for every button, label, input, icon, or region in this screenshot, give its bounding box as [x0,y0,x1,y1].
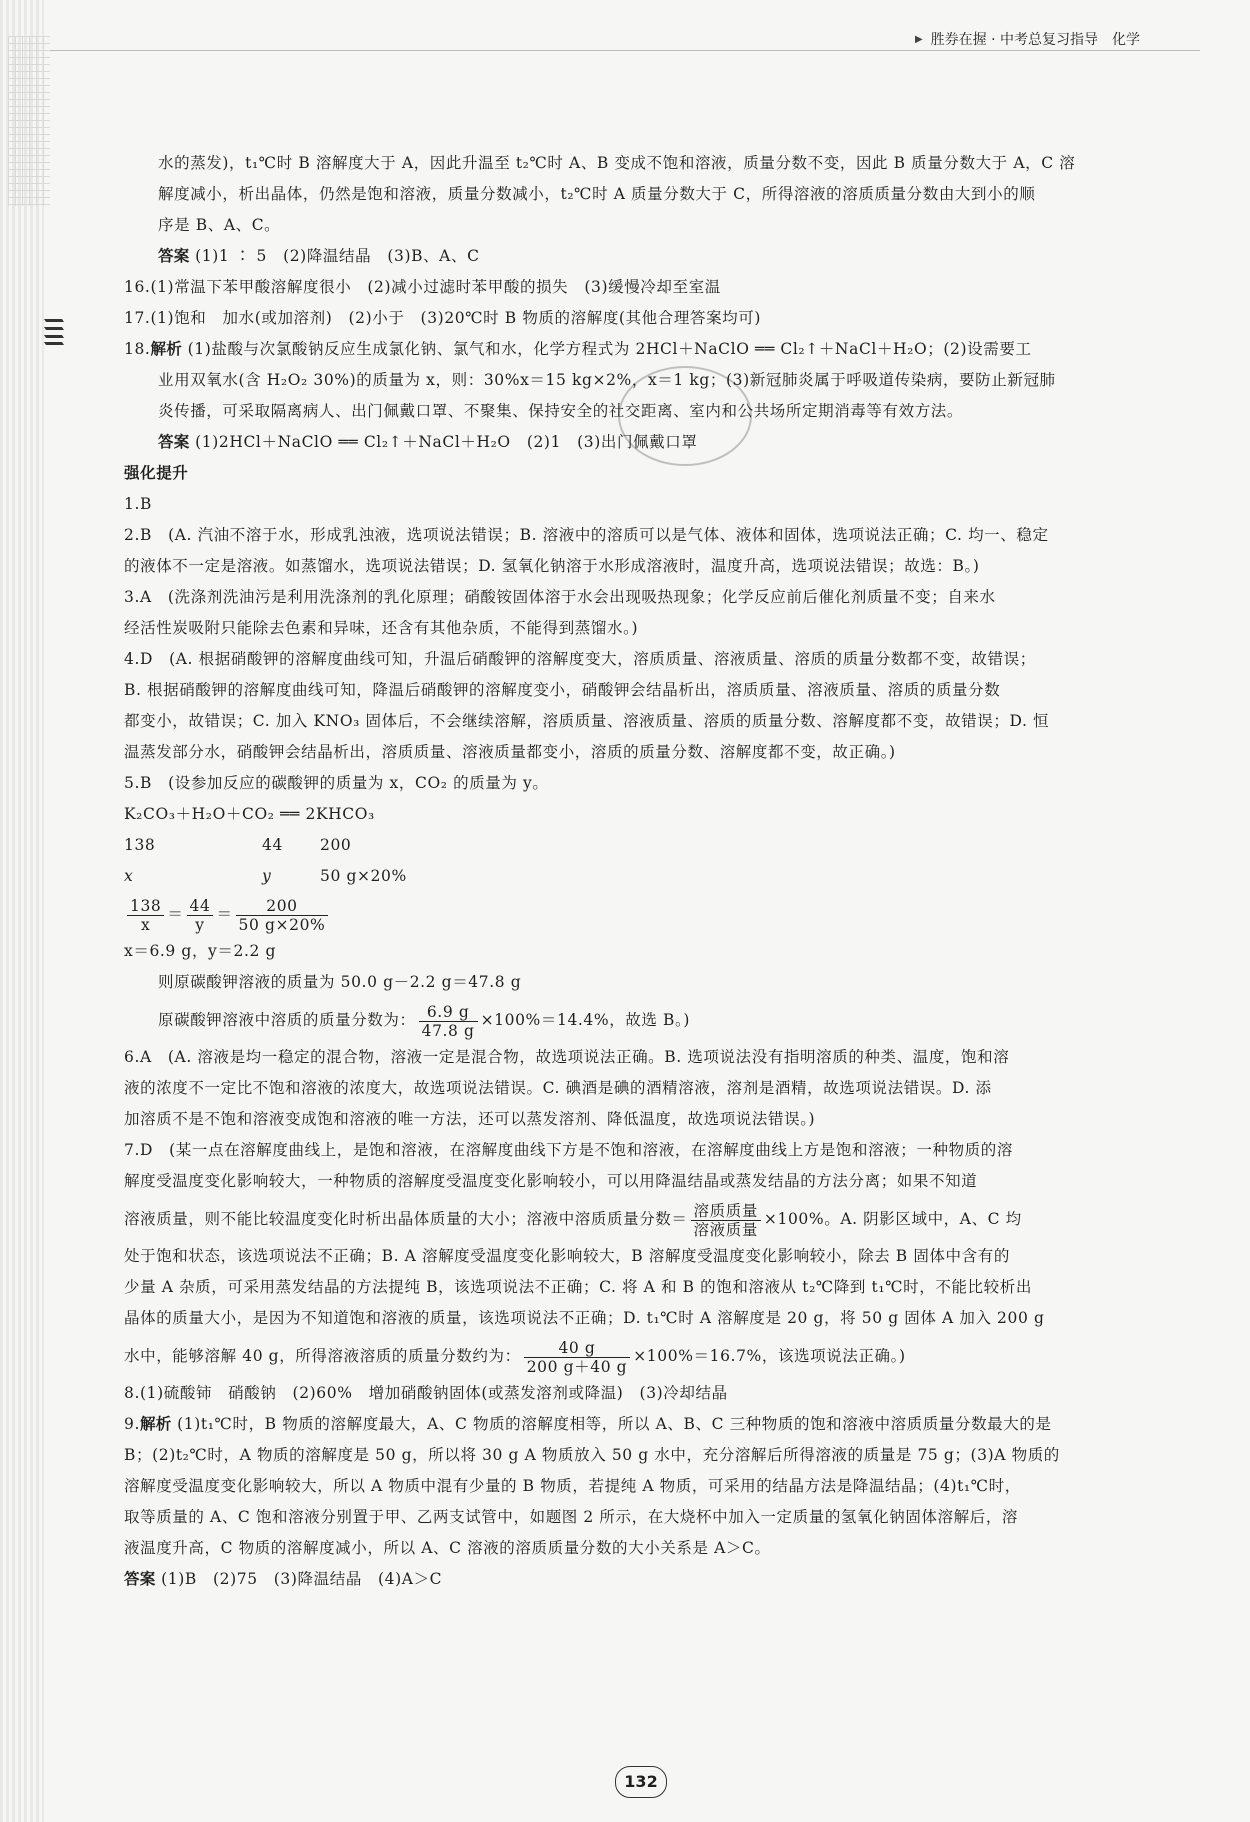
fraction-denominator: y [195,915,205,934]
fraction [691,1202,761,1239]
equals-sign: ＝ [167,905,184,923]
answer-content [124,148,1170,1595]
s3-line-1: 3.A (洗涤剂洗油污是利用洗涤剂的乳化原理；硝酸铵固体溶于水会出现吸热现象；化学反应前后催化剂质量不变；自来水 [124,588,996,606]
books-icon [42,313,66,349]
q18-line-3: 炎传播，可采取隔离病人、出门佩戴口罩、不聚集、保持安全的社交距离、室内和公共场所定期消毒等有效方法。 [158,402,964,420]
s7-l7-post: ×100%＝16.7%，该选项说法正确。) [633,1347,906,1365]
equals-sign: ＝ [216,905,233,923]
s6-line-3: 加溶质不是不饱和溶液变成饱和溶液的唯一方法，还可以蒸发溶剂、降低温度，故选项说法错误。) [124,1110,816,1128]
s4-line-2: B. 根据硝酸钾的溶解度曲线可知，降温后硝酸钾的溶解度变小，硝酸钾会结晶析出，溶质质量、溶液质量、溶质的质量分数 [124,681,1001,699]
analysis-label: 解析 [150,340,183,358]
answer-label: 答案 [158,433,190,451]
q18-line-2: 业用双氧水(含 H₂O₂ 30%)的质量为 x，则：30%x＝15 kg×2%，x＝1 kg；(3)新冠肺炎属于呼吸道传染病，要防止新冠肺 [158,371,1056,389]
header-arrow-icon: ▶ [914,33,923,45]
s5-row-molar [124,830,1170,861]
fraction [524,1339,631,1376]
fraction-numerator: 44 [187,897,214,916]
s7-line-1: 7.D (某一点在溶解度曲线上，是饱和溶液，在溶解度曲线下方是不饱和溶液，在溶解度曲线上方是饱和溶液；一种物质的溶 [124,1141,1013,1159]
fraction [236,897,329,934]
s7-line-3 [124,1197,1170,1241]
fraction-denominator: 50 g×20% [238,915,326,934]
s9-line-3: 溶解度受温度变化影响较大，所以 A 物质中混有少量的 B 物质，若提纯 A 物质，可采用的结晶方法是降温结晶；(4)t₁℃时， [124,1477,1021,1495]
s5-mass: 则原碳酸钾溶液的质量为 50.0 g－2.2 g＝47.8 g [158,973,522,991]
s8: 8.(1)硫酸铈 硝酸钠 (2)60% 增加硝酸钠固体(或蒸发溶剂或降温) (3)冷却结晶 [124,1384,728,1402]
s2-line-1: 2.B (A. 汽油不溶于水，形成乳浊液，选项说法错误；B. 溶液中的溶质可以是气体、液体和固体，选项说法正确；C. 均一、稳定 [124,526,1049,544]
s7-l7-pre: 水中，能够溶解 40 g，所得溶液溶质的质量分数约为： [124,1347,521,1365]
s9-line-4: 取等质量的 A、C 饱和溶液分别置于甲、乙两支试管中，如题图 2 所示，在大烧杯中加入一定质量的氢氧化钠固体溶解后，溶 [124,1508,1019,1526]
s7-l3-post: ×100%。A. 阴影区域中，A、C 均 [763,1210,1022,1228]
fraction [127,897,164,934]
q15-explanation-line-1: 水的蒸发)，t₁℃时 B 溶解度大于 A，因此升温至 t₂℃时 A、B 变成不饱和溶液，质量分数不变，因此 B 质量分数大于 A，C 溶 [158,154,1076,172]
s5-row1-c: 200 [320,836,352,854]
fraction-numerator: 138 [127,897,164,916]
page-header [50,28,1200,51]
q18-answer-text: (1)2HCl＋NaClO ══ Cl₂↑＋NaCl＋H₂O (2)1 (3)出门佩戴口罩 [195,433,698,451]
s4-line-4: 温蒸发部分水，硝酸钾会结晶析出，溶质质量、溶液质量都变小，溶质的质量分数、溶解度都不变，故正确。) [124,743,896,761]
s5-equation: K₂CO₃＋H₂O＋CO₂ ══ 2KHCO₃ [124,805,375,823]
s5-row1-b: 44 [262,836,283,854]
q17: 17.(1)饱和 加水(或加溶剂) (2)小于 (3)20℃时 B 物质的溶解度(其他合理答案均可) [124,309,762,327]
q18-answer [124,427,1170,458]
s5-row2-b: y [262,867,272,885]
q15-explanation-line-3: 序是 B、A、C。 [158,216,281,234]
s7-line-6: 晶体的质量大小，是因为不知道饱和溶液的质量，该选项说法不正确；D. t₁℃时 A 溶解度是 20 g，将 50 g 固体 A 加入 200 g [124,1309,1045,1327]
fraction-denominator: 47.8 g [421,1021,475,1040]
s9-answer-text: (1)B (2)75 (3)降温结晶 (4)A＞C [161,1570,443,1588]
s9-text-1: (1)t₁℃时，B 物质的溶解度最大，A、C 物质的溶解度相等，所以 A、B、C 三种物质的饱和溶液中溶质质量分数最大的是 [177,1415,1052,1433]
fraction-numerator: 6.9 g [419,1003,478,1022]
fraction [187,897,214,934]
fraction-denominator: 200 g＋40 g [526,1357,628,1376]
s9-answer [124,1564,1170,1595]
page-number: 132 [615,1766,667,1798]
q15-explanation-line-2: 解度减小，析出晶体，仍然是饱和溶液，质量分数减小，t₂℃时 A 质量分数大于 C，所得溶液的溶质质量分数由大到小的顺 [158,185,1036,203]
s5-row2-a: x [124,867,134,885]
s3-line-2: 经活性炭吸附只能除去色素和异味，还含有其他杂质，不能得到蒸馏水。) [124,619,639,637]
s6-line-2: 液的浓度不一定比不饱和溶液的浓度大，故选项说法错误。C. 碘酒是碘的酒精溶液，溶剂是酒精，故选项说法错误。D. 添 [124,1079,992,1097]
s9-line-2: B；(2)t₂℃时，A 物质的溶解度是 50 g，所以将 30 g A 物质放入 50 g 水中，充分溶解后所得溶液的质量是 75 g；(3)A 物质的 [124,1446,1060,1464]
q15-answer-text: (1)1 ∶ 5 (2)降温结晶 (3)B、A、C [195,247,480,265]
s5-row2-c: 50 g×20% [320,867,407,885]
s1: 1.B [124,495,152,513]
answer-label: 答案 [158,247,190,265]
s5-pct-post: ×100%＝14.4%，故选 B。) [480,1011,691,1029]
q18-number: 18. [124,340,151,358]
fraction [419,1003,478,1040]
s5-row1-a: 138 [124,836,156,854]
s7-l3-pre: 溶液质量，则不能比较温度变化时析出晶体质量的大小；溶液中溶质质量分数＝ [124,1210,688,1228]
s5-result: x＝6.9 g，y＝2.2 g [124,942,276,960]
s7-line-5: 少量 A 杂质，可采用蒸发结晶的方法提纯 B，该选项说法不正确；C. 将 A 和 B 的饱和溶液从 t₂℃降到 t₁℃时，不能比较析出 [124,1278,1032,1296]
s5-proportion [124,892,1170,936]
s4-line-3: 都变小，故错误；C. 加入 KNO₃ 固体后，不会继续溶解，溶质质量、溶液质量、溶质的质量分数、溶解度都不变，故错误；D. 恒 [124,712,1050,730]
s9-line-5: 液温度升高，C 物质的溶解度减小，所以 A、C 溶液的溶质质量分数的大小关系是 A＞C。 [124,1539,771,1557]
q16: 16.(1)常温下苯甲酸溶解度很小 (2)减小过滤时苯甲酸的损失 (3)缓慢冷却至室温 [124,278,721,296]
header-title: 胜券在握 · 中考总复习指导 化学 [930,32,1140,48]
s5-percentage [124,998,1170,1042]
s5-line-1: 5.B (设参加反应的碳酸钾的质量为 x，CO₂ 的质量为 y。 [124,774,549,792]
fraction-numerator: 200 [236,897,329,916]
s7-line-2: 解度受温度变化影响较大，一种物质的溶解度受温度变化影响较小，可以用降温结晶或蒸发结晶的方法分离；如果不知道 [124,1172,978,1190]
answer-label: 答案 [124,1570,156,1588]
analysis-label: 解析 [140,1415,172,1433]
page-gutter [0,0,44,1822]
q18-line-1 [124,334,1170,365]
s7-line-4: 处于饱和状态，该选项说法不正确；B. A 溶解度受温度变化影响较大，B 溶解度受温度变化影响较小，除去 B 固体中含有的 [124,1247,1010,1265]
q18-text-1: (1)盐酸与次氯酸钠反应生成氯化钠、氯气和水，化学方程式为 2HCl＋NaClO ══ Cl₂↑＋NaCl＋H₂O；(2)设需要工 [187,340,1032,358]
s7-line-7 [124,1334,1170,1378]
q15-answer [124,241,1170,272]
s5-pct-pre: 原碳酸钾溶液中溶质的质量分数为： [158,1011,416,1029]
s9-line-1 [124,1409,1170,1440]
fraction-numerator: 溶质质量 [691,1202,761,1221]
fraction-numerator: 40 g [524,1339,631,1358]
s4-line-1: 4.D (A. 根据硝酸钾的溶解度曲线可知，升温后硝酸钾的溶解度变大，溶质质量、溶液质量、溶质的质量分数都不变，故错误； [124,650,1036,668]
s2-line-2: 的液体不一定是溶液。如蒸馏水，选项说法错误；D. 氢氧化钠溶于水形成溶液时，温度升高，选项说法错误；故选：B。) [124,557,980,575]
fraction-denominator: x [141,915,151,934]
s6-line-1: 6.A (A. 溶液是均一稳定的混合物，溶液一定是混合物，故选项说法正确。B. 选项说法没有指明溶质的种类、温度，饱和溶 [124,1048,1010,1066]
fraction-denominator: 溶液质量 [693,1220,758,1239]
s9-number: 9. [124,1415,140,1433]
section-title: 强化提升 [124,464,189,482]
corner-grid-decoration [8,36,50,206]
s5-row-vars [124,861,1170,892]
